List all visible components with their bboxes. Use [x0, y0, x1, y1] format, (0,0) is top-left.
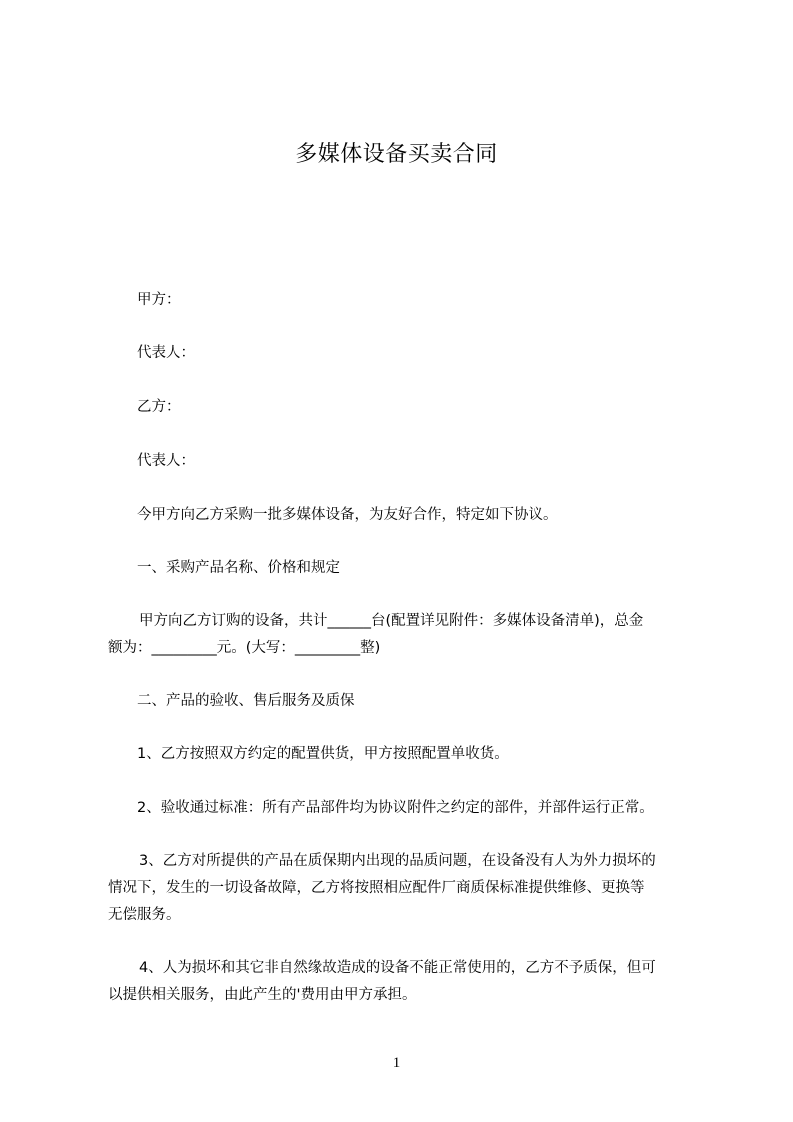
item-1-paragraph: 1、乙方按照双方约定的配置供货，甲方按照配置单收货。	[137, 746, 509, 762]
item-3-line-3: 无偿服务。	[108, 907, 181, 923]
party-b-label: 乙方：	[137, 399, 181, 415]
item-4-line-2: 以提供相关服务，由此产生的'费用由甲方承担。	[108, 987, 417, 1003]
party-b-representative-label: 代表人：	[137, 453, 195, 469]
section-1-body-line-1: 甲方向乙方订购的设备，共计______台(配置详见附件：多媒体设备清单)，总金	[139, 613, 644, 629]
section-2-heading: 二、产品的验收、售后服务及质保	[137, 693, 355, 709]
item-4-line-1: 4、人为损坏和其它非自然缘故造成的设备不能正常使用的，乙方不予质保，但可	[139, 960, 656, 976]
section-1-heading: 一、采购产品名称、价格和规定	[137, 560, 340, 576]
document-title: 多媒体设备买卖合同	[295, 142, 498, 167]
party-a-label: 甲方：	[137, 292, 181, 308]
item-3-line-1: 3、乙方对所提供的产品在质保期内出现的品质问题，在设备没有人为外力损坏的	[139, 853, 656, 869]
item-2-paragraph: 2、验收通过标准：所有产品部件均为协议附件之约定的部件，并部件运行正常。	[137, 800, 654, 816]
section-1-body-line-2: 额为：_________元。(大写：_________整)	[108, 640, 381, 656]
page-number: 1	[392, 1055, 401, 1071]
item-3-line-2: 情况下，发生的一切设备故障，乙方将按照相应配件厂商质保标准提供维修、更换等	[108, 880, 645, 896]
party-a-representative-label: 代表人：	[137, 345, 195, 361]
intro-paragraph: 今甲方向乙方采购一批多媒体设备，为友好合作，特定如下协议。	[137, 507, 558, 523]
